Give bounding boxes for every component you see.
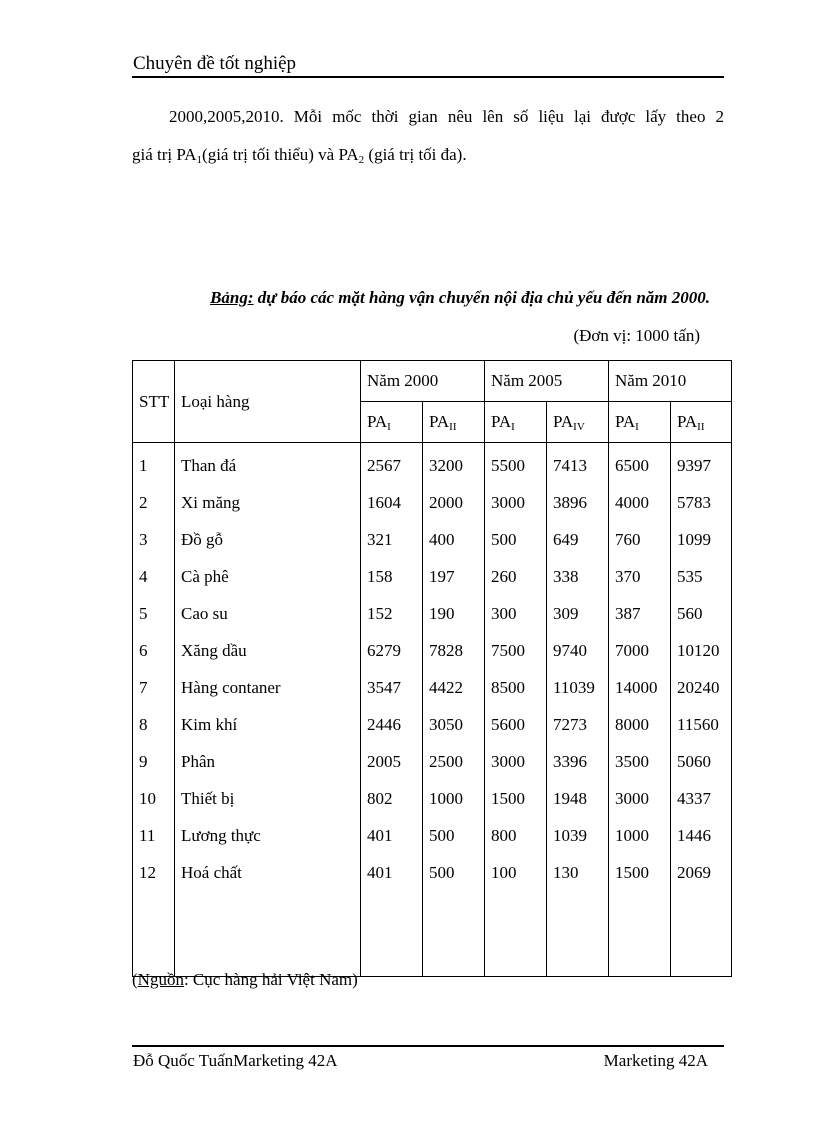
source-label: Nguồn [137,970,184,989]
cell-value: 1000 [609,817,671,854]
cell-value: 5600 [485,706,547,743]
cell-empty [547,891,609,977]
cell-stt: 1 [133,443,175,485]
cell-empty [485,891,547,977]
cell-value: 2005 [361,743,423,780]
table-row [133,521,732,558]
cell-stt: 11 [133,817,175,854]
cell-item: Thiết bị [175,780,361,817]
paragraph-line-2 [132,145,467,165]
cell-value: 20240 [671,669,732,706]
cell-value: 760 [609,521,671,558]
header-scenario [671,402,732,443]
cell-value: 152 [361,595,423,632]
cell-value: 1000 [423,780,485,817]
header-divider [132,76,724,78]
table-row [133,817,732,854]
header-scenario [547,402,609,443]
paragraph-text-2a: giá trị PA [132,145,197,164]
cell-value: 309 [547,595,609,632]
header-stt: STT [133,361,175,443]
cell-value: 260 [485,558,547,595]
unit-note: (Đơn vị: 1000 tấn) [573,326,700,345]
cell-value: 3000 [485,743,547,780]
table-caption-text: dự báo các mặt hàng vận chuyển nội địa chủ yếu đến năm 2000. [253,288,710,307]
cell-value: 300 [485,595,547,632]
subscript-2: 2 [358,154,365,166]
cell-value: 1500 [485,780,547,817]
cell-value: 6279 [361,632,423,669]
cell-value: 370 [609,558,671,595]
cell-stt: 2 [133,484,175,521]
header-year: Năm 2000 [361,361,485,402]
header-scenario [361,402,423,443]
cell-value: 7273 [547,706,609,743]
source-open: ( [132,970,138,989]
cell-value: 338 [547,558,609,595]
cell-value: 500 [423,817,485,854]
cell-value: 2000 [423,484,485,521]
header-scenario [423,402,485,443]
header-scenario [609,402,671,443]
cell-value: 1039 [547,817,609,854]
paragraph-text-1: 2000,2005,2010. Mỗi mốc thời gian nêu lên số liệu lại được lấy theo 2 [169,107,724,126]
cell-stt: 4 [133,558,175,595]
cell-value: 3547 [361,669,423,706]
scenario-base: PA [615,412,636,431]
cell-value: 158 [361,558,423,595]
cell-value: 11560 [671,706,732,743]
scenario-subscript: I [511,421,515,433]
footer-divider [132,1045,724,1047]
cell-value: 100 [485,854,547,891]
cell-empty [671,891,732,977]
scenario-base: PA [553,412,574,431]
table-caption-lead: Bảng: [210,288,254,307]
cell-value: 3500 [609,743,671,780]
cell-value: 5783 [671,484,732,521]
cell-item: Cao su [175,595,361,632]
table-row [133,706,732,743]
cell-item: Xăng dầu [175,632,361,669]
paragraph-line-1 [132,107,724,127]
cell-item: Lương thực [175,817,361,854]
cell-value: 2446 [361,706,423,743]
cell-value: 8500 [485,669,547,706]
forecast-table [132,360,732,977]
header-scenario [485,402,547,443]
cell-value: 400 [423,521,485,558]
cell-value: 800 [485,817,547,854]
scenario-subscript: IV [573,421,585,433]
cell-empty [175,891,361,977]
cell-value: 4000 [609,484,671,521]
cell-value: 3396 [547,743,609,780]
cell-value: 4422 [423,669,485,706]
cell-value: 500 [423,854,485,891]
table-caption [132,288,710,308]
cell-value: 535 [671,558,732,595]
cell-value: 3200 [423,443,485,485]
source-note [132,970,358,990]
cell-value: 2500 [423,743,485,780]
cell-value: 197 [423,558,485,595]
cell-value: 3050 [423,706,485,743]
cell-stt: 5 [133,595,175,632]
cell-stt: 8 [133,706,175,743]
table-row [133,743,732,780]
cell-value: 190 [423,595,485,632]
cell-item: Than đá [175,443,361,485]
cell-value: 2567 [361,443,423,485]
scenario-subscript: I [635,421,639,433]
cell-value: 1604 [361,484,423,521]
cell-value: 5500 [485,443,547,485]
cell-stt: 3 [133,521,175,558]
cell-value: 500 [485,521,547,558]
cell-empty [361,891,423,977]
table-row [133,595,732,632]
cell-empty [609,891,671,977]
cell-value: 11039 [547,669,609,706]
paragraph-text-2c: (giá trị tối đa). [364,145,467,164]
cell-item: Đồ gỗ [175,521,361,558]
cell-value: 401 [361,817,423,854]
cell-value: 1446 [671,817,732,854]
cell-stt: 7 [133,669,175,706]
scenario-base: PA [429,412,450,431]
cell-value: 387 [609,595,671,632]
paragraph-text-2b: (giá trị tối thiểu) và PA [202,145,359,164]
cell-value: 3000 [609,780,671,817]
scenario-base: PA [367,412,388,431]
table-row [133,780,732,817]
cell-value: 7828 [423,632,485,669]
cell-value: 7000 [609,632,671,669]
cell-value: 1099 [671,521,732,558]
cell-value: 9740 [547,632,609,669]
header-item: Loại hàng [175,361,361,443]
cell-value: 14000 [609,669,671,706]
cell-value: 401 [361,854,423,891]
table-row [133,632,732,669]
scenario-subscript: II [449,421,457,433]
table-row [133,669,732,706]
page-header-title: Chuyên đề tốt nghiệp [133,53,297,74]
cell-item: Phân [175,743,361,780]
cell-value: 10120 [671,632,732,669]
footer-author: Đỗ Quốc TuấnMarketing 42A [133,1051,338,1070]
cell-value: 4337 [671,780,732,817]
scenario-subscript: II [697,421,705,433]
cell-value: 1948 [547,780,609,817]
scenario-subscript: I [387,421,391,433]
cell-value: 560 [671,595,732,632]
header-year: Năm 2010 [609,361,732,402]
cell-value: 7500 [485,632,547,669]
cell-value: 649 [547,521,609,558]
source-text: : Cục hàng hải Việt Nam) [183,970,358,989]
cell-value: 6500 [609,443,671,485]
scenario-base: PA [491,412,512,431]
cell-value: 802 [361,780,423,817]
header-year: Năm 2005 [485,361,609,402]
cell-item: Hoá chất [175,854,361,891]
cell-stt: 10 [133,780,175,817]
table-row [133,558,732,595]
cell-value: 5060 [671,743,732,780]
cell-value: 1500 [609,854,671,891]
cell-empty [423,891,485,977]
cell-item: Hàng contaner [175,669,361,706]
cell-value: 9397 [671,443,732,485]
cell-stt: 9 [133,743,175,780]
cell-empty [133,891,175,977]
cell-stt: 6 [133,632,175,669]
cell-value: 8000 [609,706,671,743]
cell-value: 321 [361,521,423,558]
table-row [133,443,732,485]
cell-value: 130 [547,854,609,891]
table-row [133,484,732,521]
subscript-1: 1 [196,154,203,166]
cell-value: 3896 [547,484,609,521]
cell-item: Cà phê [175,558,361,595]
footer-class: Marketing 42A [603,1051,708,1070]
scenario-base: PA [677,412,698,431]
cell-item: Xi măng [175,484,361,521]
table-row [133,854,732,891]
cell-value: 2069 [671,854,732,891]
cell-stt: 12 [133,854,175,891]
cell-item: Kim khí [175,706,361,743]
cell-value: 7413 [547,443,609,485]
cell-value: 3000 [485,484,547,521]
table-empty-row [133,891,732,977]
